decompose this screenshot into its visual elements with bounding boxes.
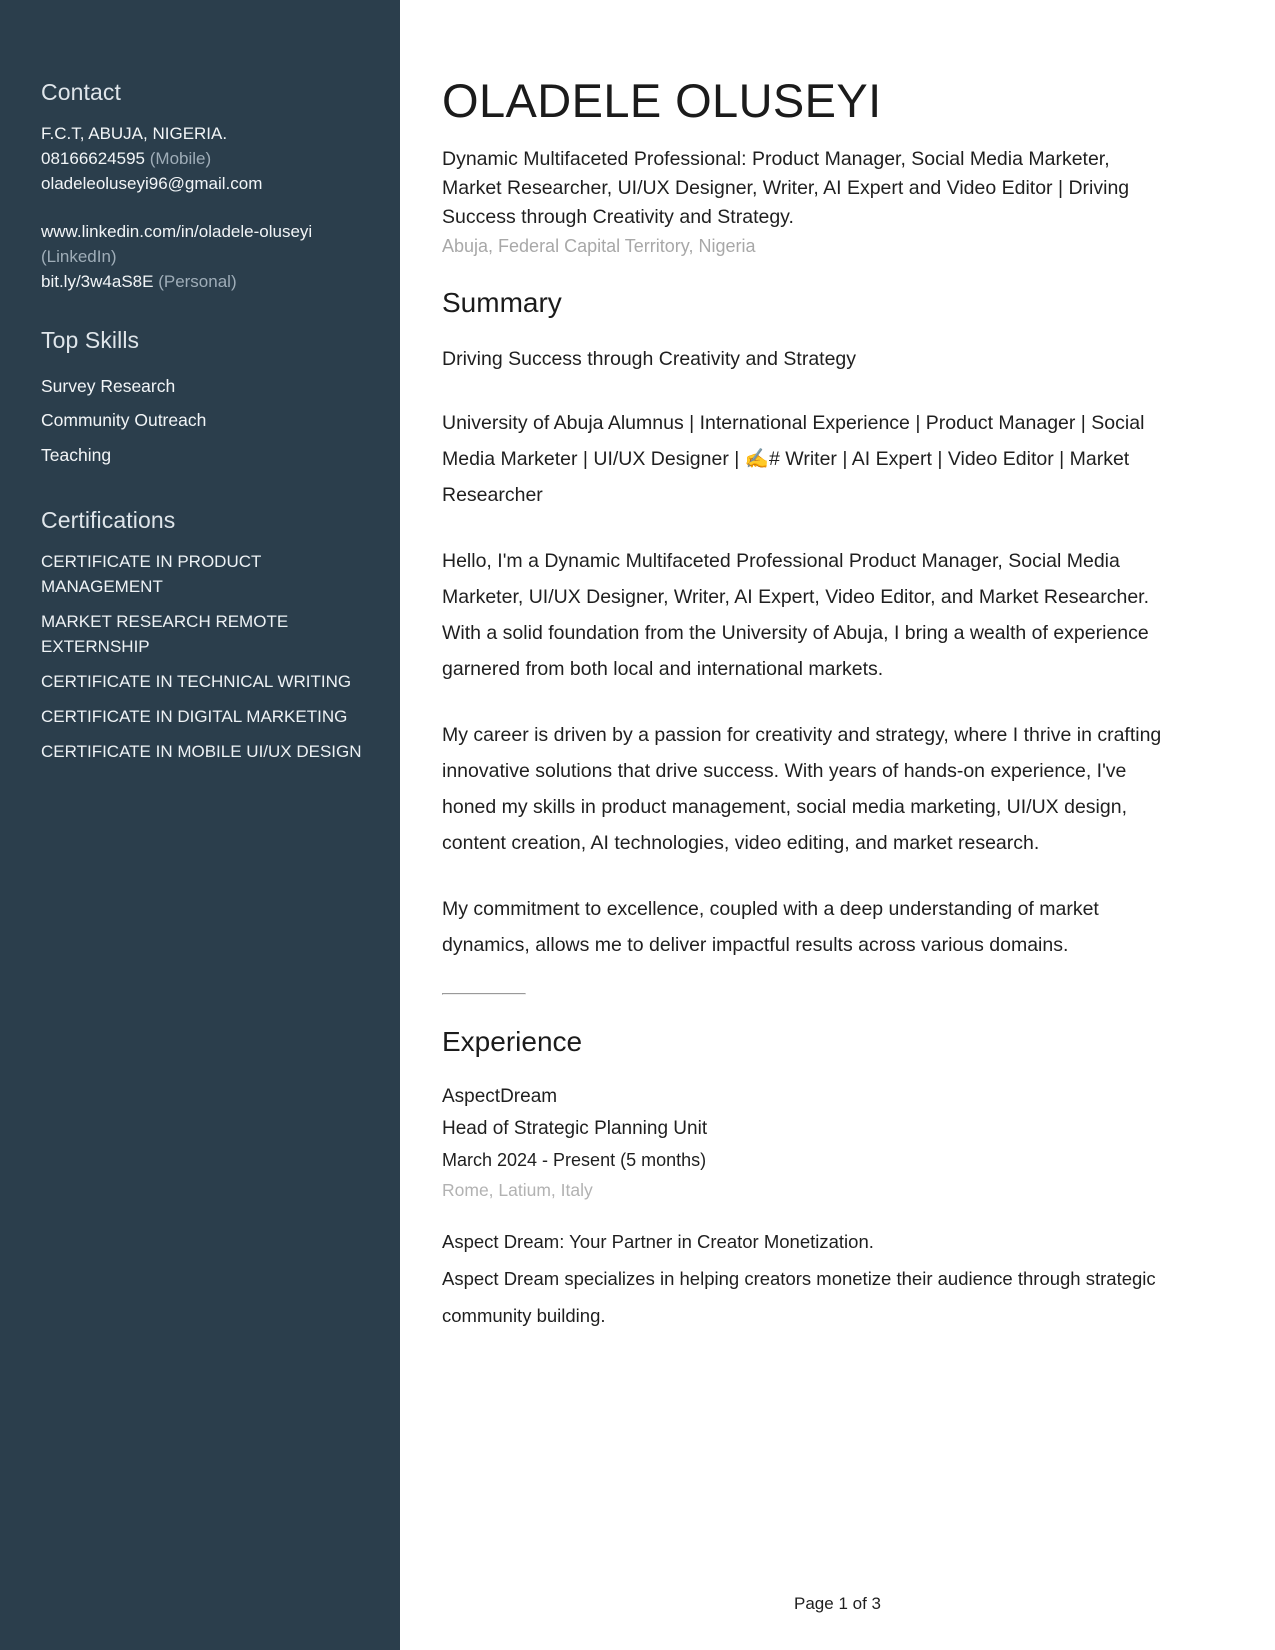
experience-description: Aspect Dream specializes in helping creators monetize their audience through strategic community building. [442, 1267, 1156, 1326]
top-skills-section [41, 326, 366, 472]
contact-linkedin-label: (LinkedIn) [41, 246, 117, 266]
contact-phone: 08166624595 [41, 148, 146, 168]
section-divider [442, 993, 526, 995]
experience-heading: Experience [442, 1026, 583, 1058]
skill-item: Survey Research [41, 375, 176, 396]
experience-company: AspectDream [442, 1085, 558, 1107]
experience-description: Aspect Dream: Your Partner in Creator Monetization. [442, 1230, 874, 1252]
certifications-section [41, 506, 366, 764]
summary-tagline: Driving Success through Creativity and Strategy [442, 348, 857, 371]
contact-personal-row [41, 269, 366, 294]
contact-section [41, 78, 366, 294]
contact-linkedin-row [41, 219, 366, 269]
certification-item: CERTIFICATE IN PRODUCT MANAGEMENT [41, 551, 262, 596]
contact-personal-url[interactable]: bit.ly/3w4aS8E [41, 271, 154, 291]
contact-personal-label: (Personal) [158, 271, 237, 291]
summary-section [442, 286, 1165, 964]
sidebar [0, 0, 400, 1650]
contact-phone-label: (Mobile) [149, 148, 212, 168]
contact-linkedin-url[interactable]: www.linkedin.com/in/oladele-oluseyi [41, 221, 313, 241]
summary-paragraph: My career is driven by a passion for creativity and strategy, where I thrive in crafting innovative solutions that drive success. With years of hands-on experience, I've honed my skills in product management, social media marketing, UI/UX design, content creation, AI technologies, video editing, and market research. [442, 724, 1162, 855]
certification-item: CERTIFICATE IN DIGITAL MARKETING [41, 706, 348, 726]
summary-heading: Summary [442, 286, 562, 318]
skill-item: Community Outreach [41, 410, 207, 430]
certification-item: MARKET RESEARCH REMOTE EXTERNSHIP [41, 611, 289, 656]
summary-paragraph: Hello, I'm a Dynamic Multifaceted Professional Product Manager, Social Media Marketer, UI/UX Designer, Writer, AI Expert, Video Editor, and Market Researcher. With a solid foundation from the University of Abuja, I bring a wealth of experience garnered from both local and international markets. [442, 550, 1150, 681]
experience-location: Rome, Latium, Italy [442, 1179, 593, 1200]
header-location: Abuja, Federal Capital Territory, Nigeria [442, 235, 756, 256]
contact-heading: Contact [41, 79, 121, 105]
contact-email[interactable]: oladeleoluseyi96@gmail.com [41, 173, 263, 193]
certification-item: CERTIFICATE IN MOBILE UI/UX DESIGN [41, 741, 362, 761]
contact-spacer [41, 196, 366, 219]
professional-headline: Dynamic Multifaceted Professional: Product Manager, Social Media Marketer, Market Researcher, UI/UX Designer, Writer, AI Expert and Video Editor | Driving Success through Creativity and Strategy. [442, 147, 1130, 228]
main-content [400, 0, 1275, 1650]
experience-section [442, 1025, 1165, 1334]
certifications-heading: Certifications [41, 507, 176, 533]
top-skills-heading: Top Skills [41, 326, 140, 353]
page-footer: Page 1 of 3 [794, 1594, 881, 1613]
summary-paragraph: My commitment to excellence, coupled with a deep understanding of market dynamics, allows me to deliver impactful results across various domains. [442, 898, 1099, 957]
certification-item: CERTIFICATE IN TECHNICAL WRITING [41, 671, 352, 691]
page-title: OLADELE OLUSEYI [442, 74, 882, 127]
contact-address: F.C.T, ABUJA, NIGERIA. [41, 123, 228, 143]
experience-entry [442, 1081, 1165, 1334]
experience-dates: March 2024 - Present (5 months) [442, 1149, 707, 1170]
skill-item: Teaching [41, 444, 112, 465]
experience-job-title: Head of Strategic Planning Unit [442, 1117, 708, 1139]
summary-credentials: University of Abuja Alumnus | International Experience | Product Manager | Social Media Marketer | UI/UX Designer | ✍# Writer | AI Expert | Video Editor | Market Researcher [442, 412, 1145, 507]
contact-phone-row [41, 146, 366, 171]
